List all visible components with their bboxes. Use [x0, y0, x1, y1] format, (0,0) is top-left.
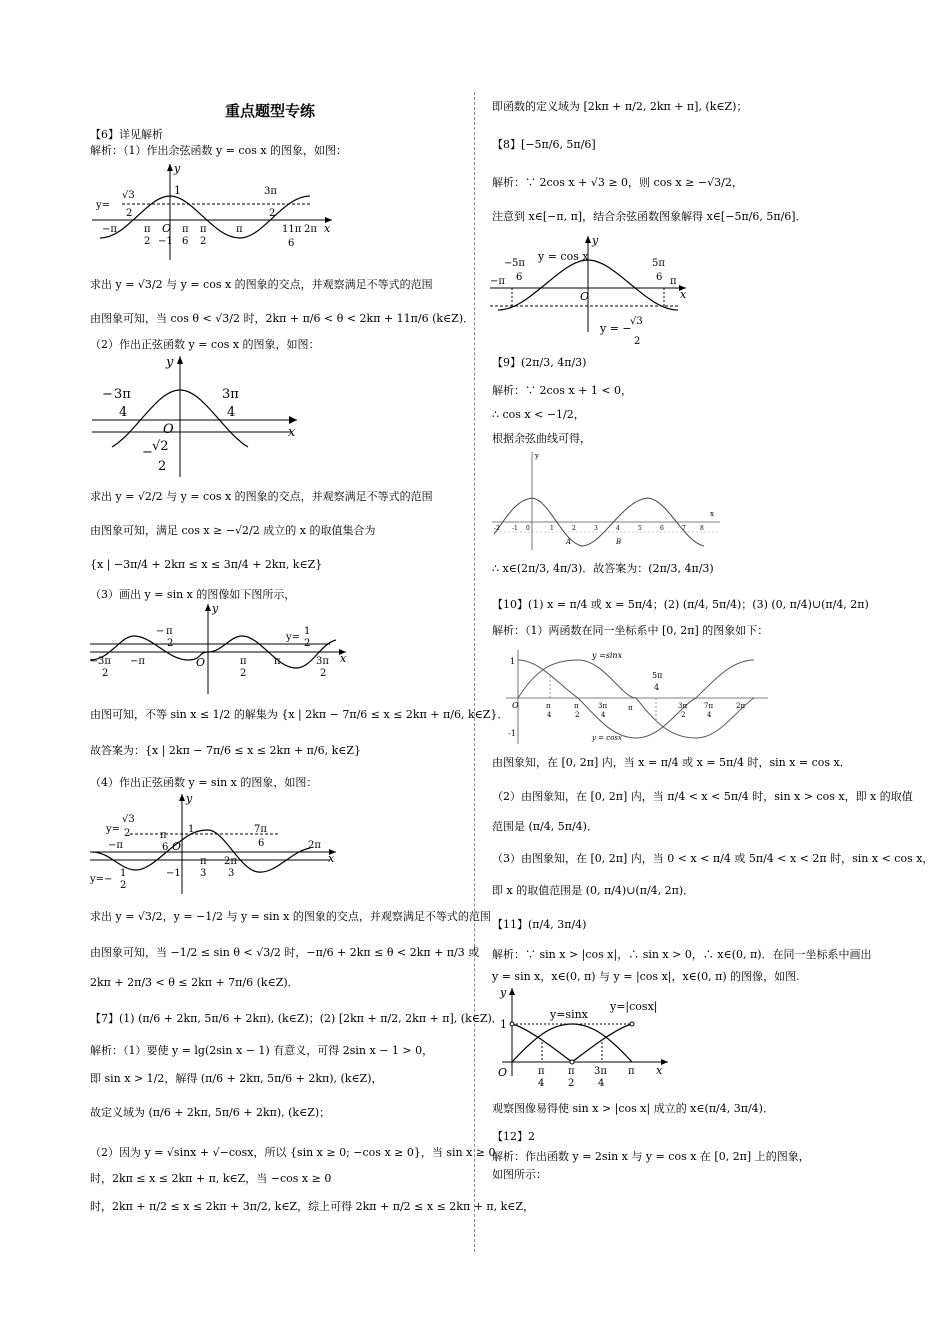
g2-y-label: y [166, 355, 174, 370]
g1-neg-pi: −π [102, 224, 117, 235]
graph-cos-ticks [490, 448, 725, 553]
g4-y-label: y [186, 792, 193, 805]
graph-cos-sqrt3 [92, 160, 342, 265]
sin-curve [512, 1024, 632, 1062]
g1-2d: 2 [200, 236, 207, 247]
g4-2pi: 2π [224, 856, 237, 867]
g3-2c: 2 [102, 668, 109, 679]
g1-yeq: y= [96, 200, 111, 211]
g1-x-label: x [324, 222, 331, 235]
g1-2pi: 2π [304, 224, 317, 235]
g4-yeq: y= [106, 824, 121, 835]
text-line: 求出 y = √3/2 与 y = cos x 的图象的交点，并观察满足不等式的范围 [90, 278, 433, 291]
graph-sin-half [90, 600, 350, 696]
answer-11-header: 【11】(π/4, 3π/4) [492, 918, 587, 931]
g2-minus2: − [142, 445, 153, 460]
text-line: 解析：（1）作出余弦函数 y = cos x 的图象，如图： [90, 144, 348, 157]
g2-sqrt2: √2 [152, 439, 169, 454]
g3-origin: O [196, 656, 206, 669]
g6-point-b: B [616, 538, 622, 546]
g5-y-label: y [592, 234, 599, 247]
g5-2: 2 [634, 336, 641, 347]
g6-y-label: y [535, 452, 539, 460]
text-line: 范围是 (π/4, 5π/4)． [492, 820, 598, 833]
g5-pi: π [670, 276, 677, 287]
g7-pi-a: π [546, 702, 551, 710]
g7-pi-c: π [628, 704, 633, 712]
g1-pi-c: π [200, 224, 207, 235]
text-line: 由图象可知，当 cos θ < √3/2 时，2kπ + π/6 < θ < 2kπ + 11π/6 (k∈Z)． [90, 312, 475, 325]
g5-neg-pi: −π [490, 276, 505, 287]
g4-neg-pi: −π [108, 840, 123, 851]
answer-12-header: 【12】2 [492, 1130, 535, 1143]
g2-2: 2 [158, 459, 167, 474]
g3-2e: 2 [320, 668, 327, 679]
g7-sin-label: y =sinx [592, 651, 623, 660]
g1-pi-b: π [182, 224, 189, 235]
g3-3pi: 3π [98, 656, 111, 667]
text-line: （4）作出正弦函数 y = sin x 的图象，如图： [90, 776, 318, 789]
g7-4c: 4 [707, 711, 712, 719]
text-line: y = sin x，x∈(0, π) 与 y = |cos x|，x∈(0, π) 的图像，如图. [492, 970, 800, 983]
g3-yeq: y= [286, 632, 301, 643]
g4-1: 1 [188, 824, 195, 835]
graph-sin-two-levels [90, 790, 340, 900]
g6-tick: 8 [700, 525, 704, 532]
g8-y-label: y [500, 986, 507, 999]
g1-origin: O [162, 222, 172, 235]
g3-y-label: y [212, 602, 219, 615]
g4-3: 3 [200, 868, 207, 879]
text-line: 故答案为：{x | 2kπ − 7π/6 ≤ x ≤ 2kπ + π/6, k∈Z} [90, 744, 362, 757]
g6-tick: 1 [550, 525, 554, 532]
answer-6-header: 【6】详见解析 [90, 128, 163, 141]
g4-6b: 6 [162, 842, 169, 853]
g7-2b: 2 [681, 711, 686, 719]
g4-neg1: −1 [166, 868, 181, 879]
g7-origin: O [512, 701, 519, 710]
y-axis-arrow [177, 356, 183, 364]
g8-origin: O [498, 1066, 508, 1079]
g8-x-label: x [656, 1064, 663, 1077]
g2-3pi-b: 3π [222, 387, 239, 402]
text-line: （3）由图象知，在 [0, 2π] 内，当 0 < x < π/4 或 5π/4 < x < 2π 时，sin x < cos x， [492, 852, 934, 865]
page-title: 重点题型专练 [225, 102, 316, 120]
y-axis-arrow [179, 794, 185, 801]
g7-pi-b: π [574, 702, 579, 710]
g1-neg1: −1 [158, 236, 173, 247]
g1-label-one: 1 [174, 184, 181, 197]
g1-3pi: 3π [264, 186, 277, 197]
g1-2: 2 [269, 208, 276, 219]
g7-cos-label: y = cosx [592, 734, 622, 742]
g3-3pi-b: 3π [316, 656, 329, 667]
g1-sqrt3: √3 [122, 190, 135, 201]
text-line: 解析：∵ sin x > |cos x|，∴ sin x > 0，∴ x∈(0, π)．在同一坐标系中画出 [492, 948, 872, 961]
text-line: 即 x 的取值范围是 (0, π/4)∪(π/4, 2π)． [492, 884, 695, 897]
text-line: ∴ x∈(2π/3, 4π/3)．故答案为：(2π/3, 4π/3) [492, 562, 714, 575]
g3-neg-pi: −π [130, 656, 145, 667]
g3-x-label: x [340, 652, 347, 665]
g7-2a: 2 [575, 711, 580, 719]
g7-4a: 4 [547, 711, 552, 719]
g5-5pi: 5π [512, 258, 525, 269]
answer-8-header: 【8】[−5π/6, 5π/6] [492, 138, 596, 151]
g3-pi-b: π [240, 656, 247, 667]
g1-6b: 6 [288, 238, 295, 249]
g7-neg1: -1 [508, 729, 516, 738]
g1-pi-d: π [236, 224, 243, 235]
g8-abscos-label: y=|cosx| [610, 1000, 658, 1013]
g8-3pi: 3π [594, 1066, 607, 1077]
g1-pi-a: π [144, 224, 151, 235]
text-line: 时，2kπ + π/2 ≤ x ≤ 2kπ + 3π/2, k∈Z，综上可得 2kπ + π/2 ≤ x ≤ 2kπ + π, k∈Z， [90, 1200, 535, 1213]
text-line: 由图可知，不等 sin x ≤ 1/2 的解集为 {x | 2kπ − 7π/6 ≤ x ≤ 2kπ + π/6, k∈Z}． [90, 708, 509, 721]
text-line: 注意到 x∈[−π, π]，结合余弦函数图象解得 x∈[−5π/6, 5π/6]． [492, 210, 807, 223]
g7-2pi: 2π [736, 702, 746, 710]
text-line: 解析：作出函数 y = 2sin x 与 y = cos x 在 [0, 2π] 上的图象， [492, 1150, 810, 1163]
g2-x-label: x [288, 425, 296, 440]
g1-2c: 2 [144, 236, 151, 247]
g5-6b: 6 [656, 272, 663, 283]
g6-tick: 6 [660, 525, 664, 532]
g6-tick: 3 [594, 525, 598, 532]
g5-5pi-b: 5π [652, 258, 665, 269]
g5-6: 6 [516, 272, 523, 283]
g6-point-a: A [566, 538, 572, 546]
g4-sqrt3: √3 [122, 814, 135, 825]
column-divider [474, 92, 475, 1252]
y-axis-arrow [167, 164, 173, 171]
g4-pi: π [160, 830, 167, 841]
text-line: 由图象可知，当 −1/2 ≤ sin θ < √3/2 时，−π/6 + 2kπ ≤ θ < 2kπ + π/3 或 [90, 946, 480, 959]
graph-sin-cos [492, 646, 772, 746]
g4-2: 2 [124, 828, 131, 839]
g4-6: 6 [258, 838, 265, 849]
text-line: 由图象知，在 [0, 2π] 内，当 x = π/4 或 x = 5π/4 时，sin x = cos x． [492, 756, 851, 769]
g8-sin-label: y=sinx [550, 1008, 588, 1021]
g1-y-label: y [174, 162, 181, 175]
x-axis-arrow [289, 416, 297, 424]
g4-7pi: 7π [254, 824, 267, 835]
text-line: ∴ cos x < −1/2， [492, 408, 585, 421]
g1-2b: 2 [126, 208, 133, 219]
text-line: 2kπ + 2π/3 < θ ≤ 2kπ + 7π/6 (k∈Z)． [90, 976, 299, 989]
g8-pi-b: π [568, 1066, 575, 1077]
y-axis-arrow [585, 236, 591, 243]
g2-4: 4 [119, 405, 128, 420]
g3-2b: 2 [304, 638, 311, 649]
answer-7-header: 【7】(1) (π/6 + 2kπ, 5π/6 + 2kπ), (k∈Z)；(2) [2kπ + π/2, 2kπ + π], (k∈Z)． [90, 1012, 503, 1025]
g6-tick: 5 [638, 525, 642, 532]
graph-cos-neg-sqrt3 [490, 232, 690, 347]
g3-pi-c: π [274, 656, 281, 667]
text-line: （3）画出 y = sin x 的图像如下图所示， [90, 588, 296, 601]
answer-10-header: 【10】(1) x = π/4 或 x = 5π/4；(2) (π/4, 5π/4)；(3) (0, π/4)∪(π/4, 2π) [492, 598, 869, 611]
g2-3pi: 3π [114, 387, 131, 402]
g8-1: 1 [500, 1018, 507, 1031]
g6-tick: 0 [526, 525, 530, 532]
g3-2d: 2 [240, 668, 247, 679]
g5-title: y = cos x [538, 250, 589, 263]
g2-4b: 4 [227, 405, 236, 420]
open-point [630, 1022, 634, 1026]
g5-x-label: x [680, 288, 687, 301]
g8-4a: 4 [538, 1078, 545, 1089]
g7-4b: 4 [601, 711, 606, 719]
g8-2: 2 [568, 1078, 575, 1089]
text-line: 根据余弦曲线可得， [492, 432, 591, 445]
g5-origin: O [580, 290, 590, 303]
g4-origin: O [172, 840, 182, 853]
text-line: （2）作出正弦函数 y = cos x 的图象，如图： [90, 338, 320, 351]
open-point [570, 1060, 574, 1064]
g6-x-label: x [710, 510, 714, 518]
text-line: 解析：∵ 2cos x + 1 < 0， [492, 384, 633, 397]
answer-9-header: 【9】(2π/3, 4π/3) [492, 356, 587, 369]
g4-x-label: x [328, 852, 335, 865]
text-line: {x | −3π/4 + 2kπ ≤ x ≤ 3π/4 + 2kπ, k∈Z} [90, 558, 323, 571]
g7-3pi: 3π [598, 702, 608, 710]
g4-3b: 3 [228, 868, 235, 879]
text-line: （2）因为 y = √sinx + √−cosx，所以 {sin x ≥ 0; −cos x ≥ 0}，当 sin x ≥ 0 [90, 1146, 496, 1159]
y-axis-arrow [205, 604, 211, 611]
g4-1b: 1 [120, 868, 127, 879]
text-line: 时，2kπ ≤ x ≤ 2kπ + π, k∈Z，当 −cos x ≥ 0 [90, 1172, 332, 1185]
g7-1: 1 [510, 657, 516, 666]
cos-curve [518, 660, 754, 738]
g3-pi: π [166, 626, 173, 637]
g3-2: 2 [167, 638, 174, 649]
y-axis-arrow [509, 988, 515, 995]
g6-tick: 4 [616, 525, 620, 532]
text-line: 即函数的定义域为 [2kπ + π/2, 2kπ + π], (k∈Z)； [492, 100, 748, 113]
text-line: 故定义域为 (π/6 + 2kπ, 5π/6 + 2kπ), (k∈Z)； [90, 1106, 331, 1119]
g7-3pi-b: 3π [678, 702, 688, 710]
g6-tick: 7 [682, 525, 686, 532]
g5-sqrt3: √3 [630, 316, 643, 327]
g6-tick: 2 [572, 525, 576, 532]
sin-curve [518, 660, 754, 738]
g4-2b: 2 [120, 880, 127, 891]
g4-2pi-b: 2π [308, 840, 321, 851]
abs-cos-curve [512, 1024, 632, 1062]
text-line: 解析：（1）要使 y = lg(2sin x − 1) 有意义，可得 2sin x − 1 > 0， [90, 1044, 434, 1057]
text-line: 由图象可知，满足 cos x ≥ −√2/2 成立的 x 的取值集合为 [90, 524, 376, 537]
text-line: 解析：（1）两函数在同一坐标系中 [0, 2π] 的图象如下： [492, 624, 769, 637]
open-point [510, 1022, 514, 1026]
g1-6: 6 [182, 236, 189, 247]
text-line: 即 sin x > 1/2，解得 (π/6 + 2kπ, 5π/6 + 2kπ), (k∈Z)， [90, 1072, 383, 1085]
g2-origin: O [163, 422, 174, 437]
text-line: 解析：∵ 2cos x + √3 ≥ 0，则 cos x ≥ −√3/2， [492, 176, 743, 189]
g8-4b: 4 [598, 1078, 605, 1089]
g3-minus2: − [90, 656, 99, 667]
text-line: 求出 y = √2/2 与 y = cos x 的图象的交点，并观察满足不等式的范围 [90, 490, 433, 503]
g3-1: 1 [304, 626, 311, 637]
text-line: （2）由图象知，在 [0, 2π] 内，当 π/4 < x < 5π/4 时，sin x > cos x，即 x 的取值 [492, 790, 913, 803]
g1-11pi: 11π [282, 224, 302, 235]
g7-5pi: 5π [652, 671, 663, 680]
g4-yeq-neg: y=− [90, 874, 113, 885]
graph-cos-sqrt2 [92, 352, 302, 482]
g6-tick: -1 [512, 525, 518, 532]
text-line: 求出 y = √3/2，y = −1/2 与 y = sin x 的图象的交点，并观察满足不等式的范围 [90, 910, 491, 923]
graph-sin-abs-cos [492, 984, 672, 1094]
g8-pi-c: π [628, 1066, 635, 1077]
g2-minus: − [102, 387, 113, 402]
g7-7pi: 7π [704, 702, 714, 710]
g3-minus: − [156, 626, 165, 637]
g5-yeq: y = − [600, 322, 632, 335]
text-line: 观察图像易得使 sin x > |cos x| 成立的 x∈(π/4, 3π/4)． [492, 1102, 774, 1115]
g7-4: 4 [654, 683, 660, 692]
text-line: 如图所示： [492, 1168, 547, 1181]
g8-pi-a: π [538, 1066, 545, 1077]
g6-tick: -2 [494, 525, 500, 532]
g5-minus: − [504, 258, 513, 269]
g4-pi-b: π [200, 856, 207, 867]
